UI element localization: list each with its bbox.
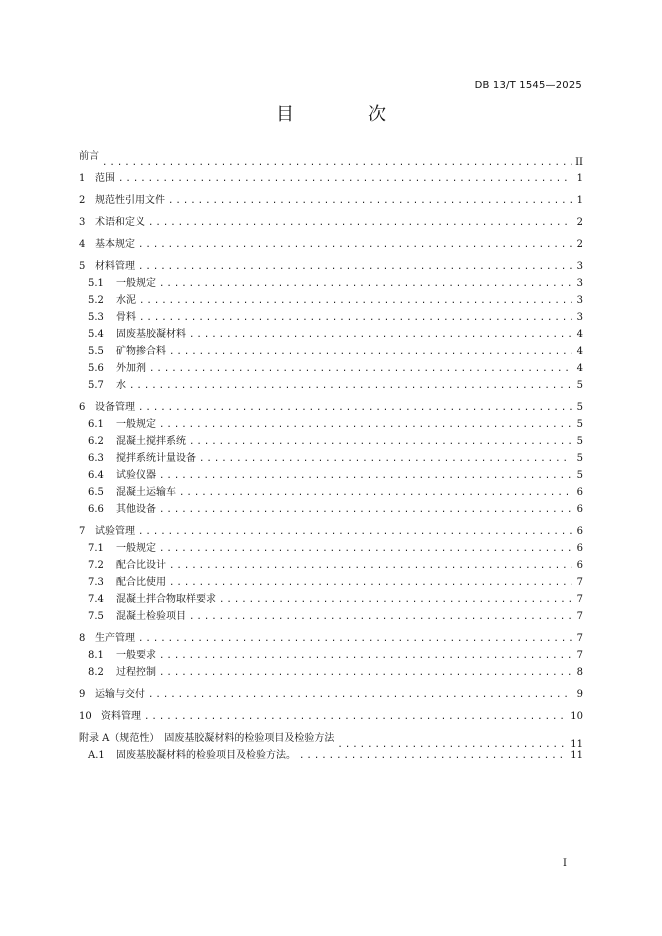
toc-entry-number: A.1 [88,750,105,761]
dot-leader [179,485,572,502]
toc-entry-text: 运输与交付 [95,689,145,700]
toc-entry-text: 其他设备 [116,504,156,515]
dot-leader [139,310,572,327]
toc-entry-number: 6.5 [88,487,104,498]
dot-leader [138,524,572,541]
toc-entry-label [79,343,166,360]
toc-entry-text: 试验管理 [95,526,135,537]
toc-entry-text: 一般规定 [116,278,156,289]
toc-entry-page: 9 [576,689,583,700]
dot-leader [138,631,572,648]
dot-leader [189,327,572,344]
toc-entry[interactable] [79,540,583,557]
dot-leader [199,451,572,468]
toc-entry[interactable] [79,591,583,608]
toc-entry-number: 6.3 [88,453,104,464]
toc-entry-number: 1 [79,173,86,184]
dot-leader [168,193,572,210]
dot-leader [144,709,567,726]
toc-entry-number: 5.3 [88,312,104,323]
toc-entry-page: 5 [576,380,583,391]
toc-entry-page: 7 [576,577,583,588]
toc-entry[interactable] [79,608,583,625]
toc-entry-page: 5 [576,470,583,481]
toc-entry-page: 11 [570,750,583,761]
toc-entry-number: 6.1 [88,419,104,430]
toc-entry[interactable] [79,450,583,467]
toc-entry-text: 混凝土检验项目 [116,611,186,622]
toc-entry-page: 6 [576,543,583,554]
toc-entry-number: 7.2 [88,560,104,571]
toc-entry-number: 9 [79,689,86,700]
toc-entry-label [79,433,186,450]
toc-entry-page: 1 [576,173,583,184]
toc-entry[interactable] [79,309,583,326]
page-title: 目 次 [276,104,414,125]
toc-entry-text: 水 [116,380,126,391]
toc-entry[interactable] [79,399,583,416]
dot-leader [159,541,572,558]
toc-entry-text: 设备管理 [95,402,135,413]
toc-entry-number: 5.1 [88,278,104,289]
toc-entry-page: 3 [576,295,583,306]
toc-entry-label [79,591,216,608]
toc-entry[interactable] [79,292,583,309]
toc-entry-number: 5 [79,261,86,272]
toc-entry-page: 3 [576,261,583,272]
toc-entry[interactable] [79,343,583,360]
page-number: I [563,858,567,869]
toc-entry[interactable] [79,730,583,750]
dot-leader [139,293,572,310]
toc-entry-text: 试验仪器 [116,470,156,481]
doc-code: DB 13/T 1545—2025 [474,80,582,91]
toc-entry-page: II [575,157,583,168]
toc-entry-page: 7 [576,650,583,661]
toc-entry-label [79,170,115,187]
toc-entry[interactable] [79,501,583,518]
toc-entry-text: 配合比使用 [116,577,166,588]
toc-entry-label [79,730,334,747]
toc-entry-label [79,630,135,647]
toc-entry-text: 混凝土拌合物取样要求 [116,594,216,605]
toc-entry-page: 6 [576,504,583,515]
dot-leader [159,502,572,519]
toc-entry-number: 7.4 [88,594,104,605]
toc-entry[interactable] [79,236,583,253]
toc-entry-label [79,501,156,518]
toc-entry-page: 4 [576,346,583,357]
dot-leader [102,155,572,172]
toc-entry-number: 8 [79,633,86,644]
toc-entry-page: 5 [576,419,583,430]
dot-leader [299,748,567,765]
dot-leader [149,361,572,378]
toc-entry[interactable] [79,557,583,574]
toc-entry[interactable] [79,630,583,647]
dot-leader [148,215,572,232]
toc-entry-page: 1 [576,195,583,206]
toc-entry-label [79,686,145,703]
toc-entry-text: 规范性引用文件 [95,195,165,206]
toc-entry-label [79,523,135,540]
toc-entry-label [79,258,135,275]
dot-leader [159,648,572,665]
toc-entry-page: 7 [576,594,583,605]
toc-entry-number: 5.2 [88,295,104,306]
toc-entry-label [79,377,126,394]
toc-entry[interactable] [79,192,583,209]
toc-entry[interactable] [79,258,583,275]
toc-entry-label [79,214,145,231]
toc-entry-text: 骨料 [116,312,136,323]
toc-entry-text: 资料管理 [101,711,141,722]
toc-entry-number: 2 [79,195,86,206]
toc-entry-page: 6 [576,560,583,571]
toc-entry[interactable] [79,377,583,394]
toc-entry-text: 外加剂 [116,363,146,374]
toc-entry-page: 7 [576,633,583,644]
toc-entry-text: 基本规定 [95,239,135,250]
toc-entry-number: 3 [79,217,86,228]
toc-entry[interactable] [79,360,583,377]
toc-entry-label [79,484,176,501]
toc-entry[interactable] [79,326,583,343]
toc-entry-text: 术语和定义 [95,217,145,228]
table-of-contents [79,148,583,764]
toc-entry-page: 10 [570,711,583,722]
toc-entry-page: 2 [576,239,583,250]
dot-leader [159,276,572,293]
toc-entry-text: 附录 A（规范性） 固废基胶凝材料的检验项目及检验方法 [79,733,335,744]
toc-entry-label [79,360,146,377]
toc-entry-label [79,747,296,764]
toc-entry-label [79,574,166,591]
toc-entry[interactable] [79,484,583,501]
toc-entry-text: 一般规定 [116,543,156,554]
dot-leader [189,434,572,451]
toc-entry-number: 6.4 [88,470,104,481]
toc-entry-label [79,647,156,664]
toc-entry-label [79,416,156,433]
toc-entry-label [79,292,136,309]
dot-leader [169,558,572,575]
toc-entry[interactable] [79,467,583,484]
toc-entry-label [79,309,136,326]
toc-entry[interactable] [79,275,583,292]
dot-leader [219,592,572,609]
toc-entry-page: 3 [576,278,583,289]
dot-leader [189,609,572,626]
dot-leader [159,468,572,485]
toc-entry-number: 7.5 [88,611,104,622]
toc-entry-page: 5 [576,453,583,464]
toc-entry-number: 6 [79,402,86,413]
toc-entry-text: 水泥 [116,295,136,306]
toc-entry-number: 10 [79,711,92,722]
toc-entry-label [79,326,186,343]
toc-entry[interactable] [79,416,583,433]
toc-entry-label [79,708,141,725]
toc-entry[interactable] [79,647,583,664]
toc-entry-text: 矿物掺合料 [116,346,166,357]
toc-entry-number: 4 [79,239,86,250]
toc-entry-page: 6 [576,526,583,537]
toc-entry-number: 8.1 [88,650,104,661]
toc-entry-page: 6 [576,487,583,498]
toc-entry-page: 5 [576,436,583,447]
toc-entry-label [79,540,156,557]
toc-entry[interactable] [79,214,583,231]
dot-leader [129,378,572,395]
toc-entry[interactable] [79,747,583,764]
toc-entry-label [79,608,186,625]
toc-entry-number: 7 [79,526,86,537]
toc-entry-page: 2 [576,217,583,228]
toc-entry-label [79,450,196,467]
dot-leader [169,344,572,361]
toc-entry-label [79,236,135,253]
toc-entry-text: 范围 [95,173,115,184]
toc-entry-number: 5.7 [88,380,104,391]
dot-leader [118,171,572,188]
dot-leader [138,259,572,276]
toc-entry-number: 5.4 [88,329,104,340]
toc-entry-text: 固废基胶凝材料的检验项目及检验方法。 [116,750,296,761]
toc-entry-page: 4 [576,329,583,340]
toc-entry-text: 一般要求 [116,650,156,661]
toc-entry-number: 8.2 [88,667,104,678]
toc-entry-label [79,664,156,681]
toc-entry-label [79,148,99,165]
toc-entry-page: 3 [576,312,583,323]
dot-leader [159,417,572,434]
toc-entry-text: 混凝土搅拌系统 [116,436,186,447]
toc-entry-text: 材料管理 [95,261,135,272]
toc-entry-number: 7.3 [88,577,104,588]
dot-leader [169,575,572,592]
toc-entry[interactable] [79,170,583,187]
toc-entry-label [79,467,156,484]
toc-entry-text: 过程控制 [116,667,156,678]
toc-entry-text: 混凝土运输车 [116,487,176,498]
toc-entry[interactable] [79,686,583,703]
toc-entry-page: 4 [576,363,583,374]
toc-entry[interactable] [79,148,583,168]
toc-entry-text: 前言 [79,151,99,162]
toc-entry-text: 配合比设计 [116,560,166,571]
toc-entry-label [79,192,165,209]
dot-leader [138,400,572,417]
toc-entry-number: 5.6 [88,363,104,374]
toc-entry-label [79,275,156,292]
toc-entry-text: 生产管理 [95,633,135,644]
toc-entry-label [79,557,166,574]
dot-leader [148,687,572,704]
toc-entry-number: 7.1 [88,543,104,554]
dot-leader [138,237,572,254]
toc-entry[interactable] [79,574,583,591]
toc-entry-text: 一般规定 [116,419,156,430]
toc-entry-text: 固废基胶凝材料 [116,329,186,340]
toc-entry-number: 5.5 [88,346,104,357]
toc-entry-page: 7 [576,611,583,622]
toc-entry-text: 搅拌系统计量设备 [116,453,196,464]
toc-entry[interactable] [79,523,583,540]
dot-leader [159,665,572,682]
toc-entry[interactable] [79,433,583,450]
toc-entry[interactable] [79,664,583,681]
toc-entry-page: 8 [576,667,583,678]
toc-entry-number: 6.6 [88,504,104,515]
toc-entry-label [79,399,135,416]
toc-entry-page: 11 [570,739,583,750]
toc-entry-number: 6.2 [88,436,104,447]
toc-entry[interactable] [79,708,583,725]
toc-entry-page: 5 [576,402,583,413]
